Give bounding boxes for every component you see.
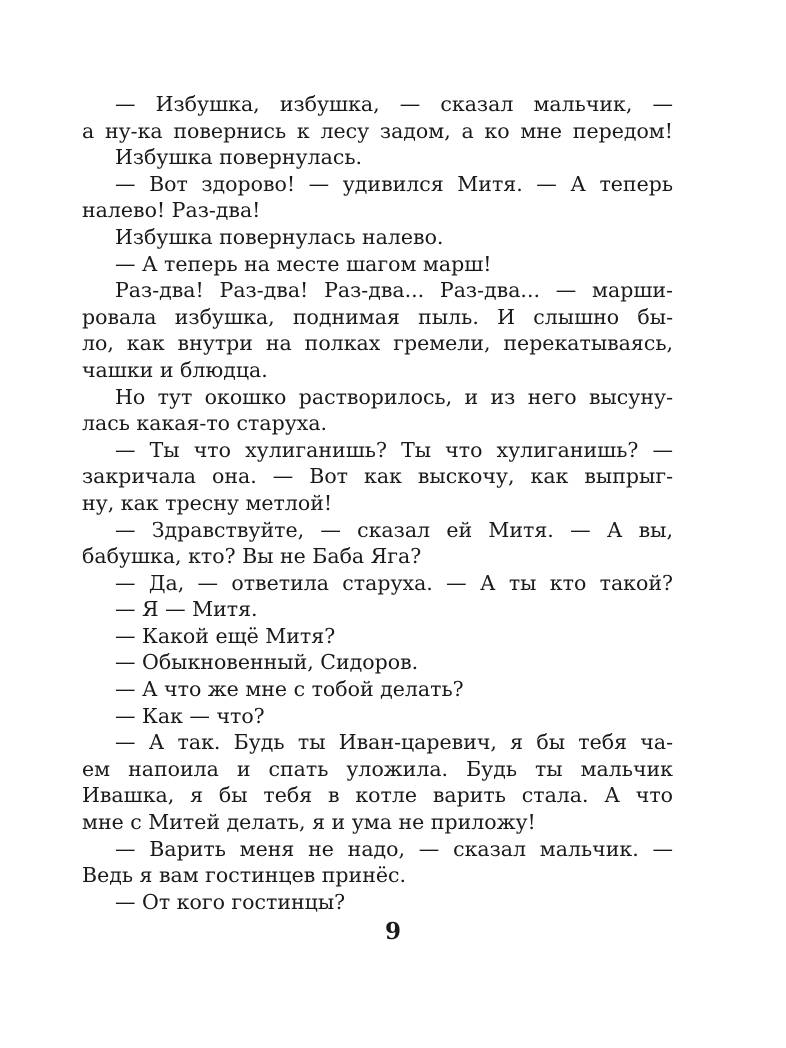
story-text xyxy=(82,91,673,915)
text-line: — Обыкновенный, Сидоров. xyxy=(115,650,419,675)
text-line: Раз-два! Раз-два! Раз-два... Раз-два... — марши- xyxy=(115,278,673,303)
text-line: — Какой ещё Митя? xyxy=(115,623,336,648)
text-line: — А теперь на месте шагом марш! xyxy=(115,251,492,276)
text-line: — А так. Будь ты Иван-царевич, я бы тебя ча- xyxy=(115,730,673,755)
text-line: ло, как внутри на полках гремели, перекатываясь, xyxy=(82,331,673,356)
page-number: 9 xyxy=(384,918,401,945)
text-line: — Ты что хулиганишь? Ты что хулиганишь? — xyxy=(115,437,673,462)
text-line: а ну-ка повернись к лесу задом, а ко мне передом! xyxy=(82,118,673,143)
text-line: — Как — что? xyxy=(115,703,265,728)
text-line: Ведь я вам гостинцев принёс. xyxy=(82,863,407,888)
text-line: Избушка повернулась налево. xyxy=(115,224,444,249)
text-line: чашки и блюдца. xyxy=(82,357,268,382)
text-line: закричала она. — Вот как выскочу, как выпрыг- xyxy=(82,464,673,489)
text-line: — Да, — ответила старуха. — А ты кто такой? xyxy=(115,570,673,595)
text-line: ну, как тресну метлой! xyxy=(82,490,333,515)
text-line: Но тут окошко растворилось, и из него высуну- xyxy=(115,384,673,409)
text-line: ем напоила и спать уложила. Будь ты мальчик xyxy=(82,756,673,781)
text-line: — Варить меня не надо, — сказал мальчик. — xyxy=(115,836,673,861)
text-line: ровала избушка, поднимая пыль. И слышно бы- xyxy=(82,304,673,329)
text-line: — Избушка, избушка, — сказал мальчик, — xyxy=(115,92,673,116)
text-line: — Вот здорово! — удивился Митя. — А теперь xyxy=(115,171,673,196)
text-line: — Я — Митя. xyxy=(115,597,258,622)
text-line: — От кого гостинцы? xyxy=(115,889,346,914)
text-line: Ивашка, я бы тебя в котле варить стала. А что xyxy=(82,783,673,808)
text-line: лась какая-то старуха. xyxy=(82,411,328,436)
text-line: мне с Митей делать, я и ума не приложу! xyxy=(82,810,536,835)
text-line: бабушка, кто? Вы не Баба Яга? xyxy=(82,544,422,569)
text-line: — А что же мне с тобой делать? xyxy=(115,677,464,702)
text-line: налево! Раз-два! xyxy=(82,198,261,223)
text-line: Избушка повернулась. xyxy=(115,145,363,170)
text-line: — Здравствуйте, — сказал ей Митя. — А вы, xyxy=(115,517,673,542)
